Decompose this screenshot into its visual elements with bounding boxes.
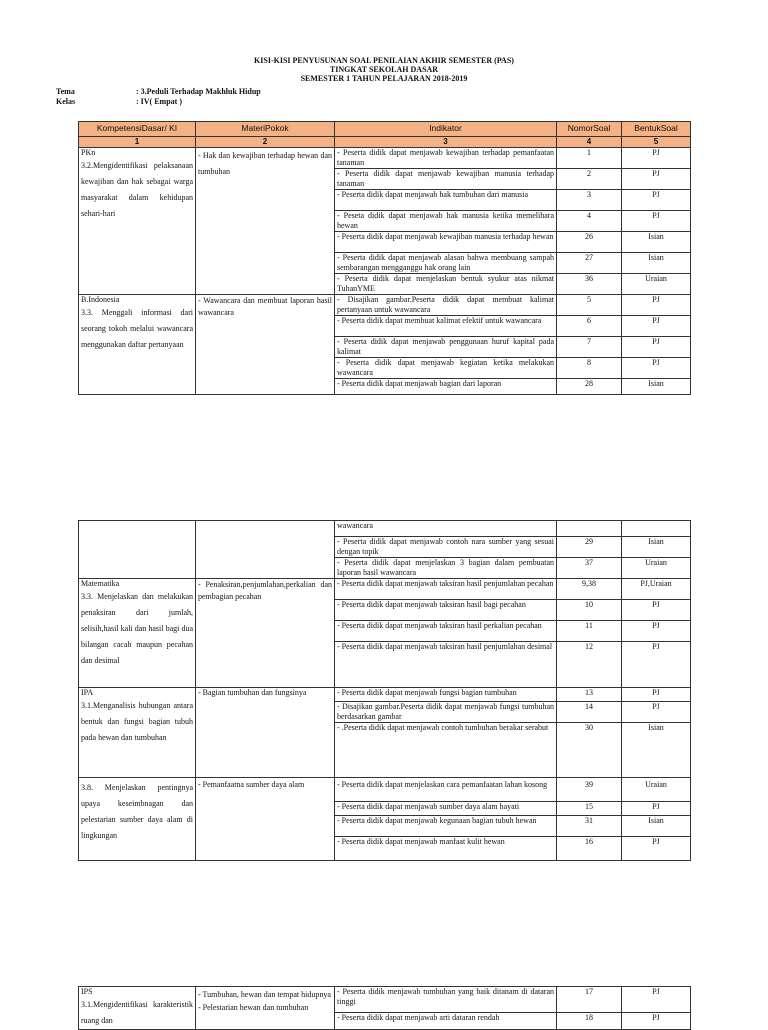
- kd-cell-pkn: [79, 148, 196, 295]
- col-number: 4: [557, 137, 622, 148]
- col-number: 5: [622, 137, 691, 148]
- bentuk-cell: Isian: [622, 816, 691, 837]
- indikator-cell: - Peserta didik dapat menjelaskan cara pemanfaatan lahan kosong: [335, 778, 557, 802]
- bentuk-cell: PJ: [622, 211, 691, 232]
- bentuk-cell: PJ: [622, 621, 691, 642]
- kd-cell-empty: [79, 521, 196, 579]
- bentuk-cell: PJ,Uraian: [622, 579, 691, 600]
- kd-text: 3.8. Menjelaskan pentingnya upaya keseimbnagan dan pelestarian sumber daya alam di lingkungan: [81, 783, 193, 840]
- indikator-cell: - Peserta didik dapat menjawab taksiran hasil perkalian pecahan: [335, 621, 557, 642]
- bentuk-cell: PJ: [622, 642, 691, 688]
- nomor-cell: 9,38: [557, 579, 622, 600]
- indikator-cell: - Peserta didik dapat menjawab kewajiban manusia terhadap hewan: [335, 232, 557, 253]
- header-kd: KompetensiDasar/ KI: [79, 122, 196, 137]
- meta-tema: [56, 87, 261, 96]
- nomor-cell: 6: [557, 316, 622, 337]
- indikator-cell: - Peserta didik dapat menjawab kewajiban manusia terhadap tanaman: [335, 169, 557, 190]
- nomor-cell: 4: [557, 211, 622, 232]
- doc-title-1: KISI-KISI PENYUSUNAN SOAL PENILAIAN AKHIR SEMESTER (PAS): [254, 56, 514, 65]
- doc-title-3: SEMESTER 1 TAHUN PELAJARAN 2018-2019: [300, 74, 468, 83]
- nomor-cell: 18: [557, 1012, 622, 1029]
- indikator-cell: - Peserta didik dapat menjawab penggunaan huruf kapital pada kalimat: [335, 337, 557, 358]
- nomor-cell: 27: [557, 253, 622, 274]
- bentuk-cell: Isian: [622, 379, 691, 395]
- bentuk-cell: Isian: [622, 253, 691, 274]
- header-nomor: NomorSoal: [557, 122, 622, 137]
- col-number: 2: [196, 137, 335, 148]
- bentuk-cell: Isian: [622, 723, 691, 778]
- indikator-cell: - Peserta didik menjawab tumbuhan yang baik ditanam di dataran tinggi: [335, 987, 557, 1013]
- materi-cell-empty: [196, 521, 335, 579]
- bentuk-cell: PJ: [622, 802, 691, 816]
- nomor-cell: 37: [557, 558, 622, 579]
- kd-text: 3.3. Menjelaskan dan melakukan penaksiran dari jumlah, selisih,hasil kali dan hasil bagi dua bilangan cacah maupun pecahan dan desimal: [81, 591, 193, 665]
- indikator-cell: - Peserta didik dapat menjawab kewajiban terhadap pemanfaatan tanaman: [335, 148, 557, 169]
- meta-kelas: [56, 97, 182, 106]
- indikator-cell: - Peserta didik dapat menjawab sumber daya alam hayati: [335, 802, 557, 816]
- nomor-cell: 30: [557, 723, 622, 778]
- kisi-table-page-2: [78, 520, 691, 861]
- materi-cell: [196, 987, 335, 1030]
- header-materi: MateriPokok: [196, 122, 335, 137]
- indikator-cell: - Peserta didik dapat menjawab manfaat kulit hewan: [335, 837, 557, 861]
- indikator-cell: - Disajikan gambar.Peserta didik dapat menjawab fungsi tumbuhan berdasarkan gambar: [335, 702, 557, 723]
- nomor-cell: 16: [557, 837, 622, 861]
- bentuk-cell: PJ: [622, 295, 691, 316]
- kd-subject: B.Indonesia: [81, 295, 120, 304]
- indikator-cell: - Peserta didik dapat menjawab bagian dari laporan: [335, 379, 557, 395]
- table-row: [79, 148, 691, 169]
- nomor-cell: 12: [557, 642, 622, 688]
- header-bentuk: BentukSoal: [622, 122, 691, 137]
- nomor-cell: 13: [557, 688, 622, 702]
- bentuk-cell: Isian: [622, 232, 691, 253]
- indikator-cell: wawancara: [335, 521, 557, 537]
- materi-item: - Tumbuhan, hewan dan tempat hidupnya: [198, 990, 331, 999]
- kd-cell-bindo: [79, 295, 196, 395]
- bentuk-cell: PJ: [622, 148, 691, 169]
- nomor-cell: 1: [557, 148, 622, 169]
- bentuk-cell: PJ: [622, 337, 691, 358]
- nomor-cell: [557, 521, 622, 537]
- nomor-cell: 7: [557, 337, 622, 358]
- doc-title-2: TINGKAT SEKOLAH DASAR: [329, 65, 439, 74]
- bentuk-cell: Uraian: [622, 274, 691, 295]
- nomor-cell: 36: [557, 274, 622, 295]
- bentuk-cell: PJ: [622, 688, 691, 702]
- indikator-cell: - Peserta didik dapat menjawab fungsi bagian tumbuhan: [335, 688, 557, 702]
- bentuk-cell: PJ: [622, 316, 691, 337]
- kisi-table-page-3: [78, 986, 691, 1030]
- indikator-cell: - Peseta didik dapat menjawab hak manusia ketika memelihara hewan: [335, 211, 557, 232]
- table-row: [79, 579, 691, 600]
- bentuk-cell: PJ: [622, 358, 691, 379]
- indikator-cell: - Peserta didik dapat menjawab taksiran hasil penjumlahan pecahan: [335, 579, 557, 600]
- indikator-cell: - .Peserta didik dapat menjawab contoh tumbuhan berakar serabut: [335, 723, 557, 778]
- table-row: [79, 688, 691, 702]
- bentuk-cell: Uraian: [622, 778, 691, 802]
- kd-subject: IPA: [81, 688, 94, 697]
- nomor-cell: 11: [557, 621, 622, 642]
- nomor-cell: 8: [557, 358, 622, 379]
- tema-label: Tema: [56, 87, 75, 96]
- nomor-cell: 10: [557, 600, 622, 621]
- kd-text: 3.2.Mengidentifikasi pelaksanaan kewajiban dan hak sebagai warga masyarakat dalam kehidupan sehari-hari: [81, 160, 193, 218]
- materi-cell: - Bagian tumbuhan dan fungsinya: [196, 688, 335, 778]
- bentuk-cell: PJ: [622, 987, 691, 1013]
- kd-text: 3.3. Menggali informasi dari seorang tokoh melalui wawancara menggunakan daftar pertanyaan: [81, 307, 193, 349]
- table-row: [79, 295, 691, 316]
- kd-subject: IPS: [81, 987, 93, 996]
- kd-cell-ipa-38: [79, 778, 196, 861]
- nomor-cell: 17: [557, 987, 622, 1013]
- table-row: [79, 987, 691, 1013]
- kisi-table-page-1: [78, 121, 691, 395]
- indikator-cell: - Peserta didik dapat menjelaskan bentuk syukur atas nikmat TuhanYME: [335, 274, 557, 295]
- materi-cell: - Penaksiran,penjumlahan,perkalian dan pembagian pecahan: [196, 579, 335, 688]
- nomor-cell: 2: [557, 169, 622, 190]
- bentuk-cell: PJ: [622, 1012, 691, 1029]
- bentuk-cell: PJ: [622, 702, 691, 723]
- indikator-cell: - Peserta didik dapat menjelaskan 3 bagian dalam pembuatan laporan hasil wawancara: [335, 558, 557, 579]
- table-row: [79, 778, 691, 802]
- kd-subject: PKn: [81, 148, 96, 157]
- tema-value: : 3.Peduli Terhadap Makhluk Hidup: [136, 87, 261, 96]
- bentuk-cell: PJ: [622, 600, 691, 621]
- kd-text: 3.1.Mengidentifikasi karakteristik ruang dan: [81, 999, 193, 1025]
- indikator-cell: - Peserta didik dapat menjawab hak tumbuhan dari manusia: [335, 190, 557, 211]
- nomor-cell: 31: [557, 816, 622, 837]
- nomor-cell: 29: [557, 537, 622, 558]
- materi-cell: - Pemanfaatna sumber daya alam: [196, 778, 335, 861]
- indikator-cell: - Disajikan gambar.Peserta didik dapat membuat kalimat pertanyaan untuk wawancara: [335, 295, 557, 316]
- materi-cell: - Wawancara dan membuat laporan hasil wawancara: [196, 295, 335, 395]
- table-row: [79, 521, 691, 537]
- indikator-cell: - Peserta didik dapat menjawab arti dataran rendah: [335, 1012, 557, 1029]
- kd-cell-ips: [79, 987, 196, 1030]
- indikator-cell: - Peserta didik dapat menjawab kegunaan bagian tubuh hewan: [335, 816, 557, 837]
- bentuk-cell: Uraian: [622, 558, 691, 579]
- kd-cell-matematika: [79, 579, 196, 688]
- materi-cell: - Hak dan kewajiban terhadap hewan dan tumbuhan: [196, 148, 335, 295]
- kelas-label: Kelas: [56, 97, 76, 106]
- indikator-cell: - Peserta didik dapat membuat kalimat efektif untuk wawancara: [335, 316, 557, 337]
- indikator-cell: - Peserta didik dapat menjawab taksiran hasil penjumlahan desimal: [335, 642, 557, 688]
- bentuk-cell: PJ: [622, 837, 691, 861]
- nomor-cell: 15: [557, 802, 622, 816]
- indikator-cell: - Peserta didik dapat menjawab contoh nara sumber yang sesuai dengan topik: [335, 537, 557, 558]
- header-indikator: Indikator: [335, 122, 557, 137]
- kelas-value: : IV( Empat ): [136, 97, 182, 106]
- nomor-cell: 28: [557, 379, 622, 395]
- indikator-cell: - Peserta didik dapat menjawab taksiran hasil bagi pecahan: [335, 600, 557, 621]
- bentuk-cell: PJ: [622, 190, 691, 211]
- nomor-cell: 5: [557, 295, 622, 316]
- col-number: 3: [335, 137, 557, 148]
- indikator-cell: - Peserta didik dapat menjawab kegiatan ketika melakukan wawancara: [335, 358, 557, 379]
- materi-item: - Pelestarian hewan dan tumbuhan: [198, 1003, 309, 1012]
- bentuk-cell: Isian: [622, 537, 691, 558]
- nomor-cell: 39: [557, 778, 622, 802]
- bentuk-cell: PJ: [622, 169, 691, 190]
- kd-text: 3.1.Menganalisis hubungan antara bentuk dan fungsi bagian tubuh pada hewan dan tumbuhan: [81, 700, 193, 742]
- nomor-cell: 26: [557, 232, 622, 253]
- bentuk-cell: [622, 521, 691, 537]
- kd-subject: Matematika: [81, 579, 120, 588]
- col-number: 1: [79, 137, 196, 148]
- kd-cell-ipa-31: [79, 688, 196, 778]
- indikator-cell: - Peserta didik dapat menjawab alasan bahwa membuang sampah sembarangan mengganggu hak orang lain: [335, 253, 557, 274]
- nomor-cell: 3: [557, 190, 622, 211]
- nomor-cell: 14: [557, 702, 622, 723]
